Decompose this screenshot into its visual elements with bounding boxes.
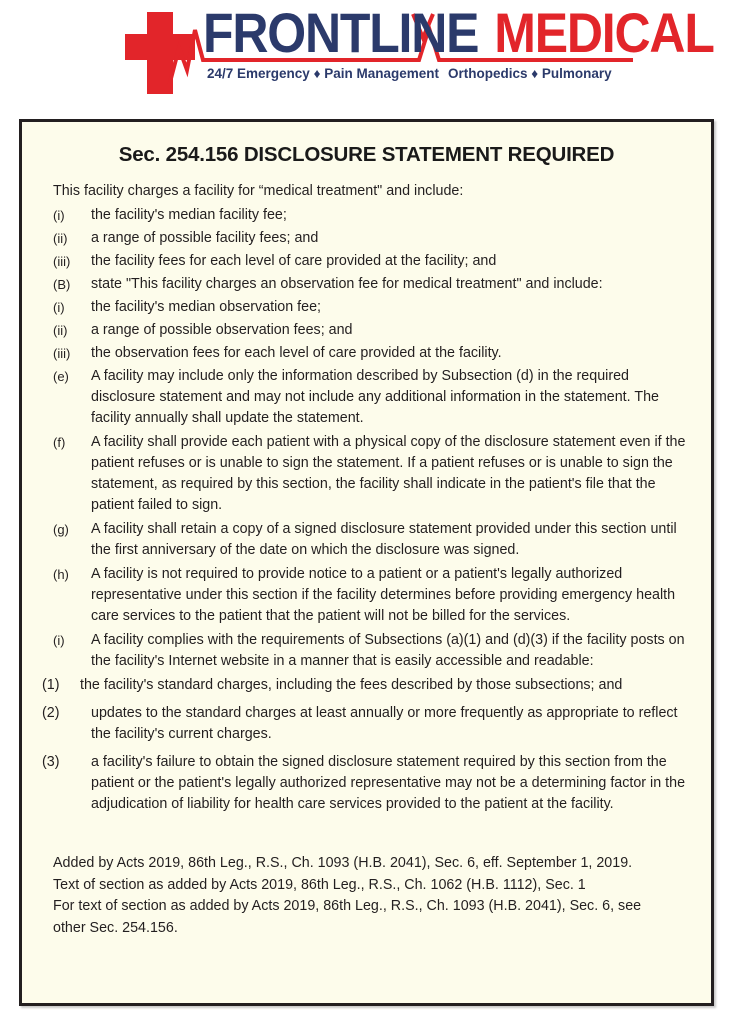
footer-line: For text of section as added by Acts 2019, 86th Leg., R.S., Ch. 1093 (H.B. 2041), Sec. 6, see <box>53 898 642 915</box>
document-footer <box>22 853 711 939</box>
list-marker: (iii) <box>53 346 71 362</box>
list-marker: (f) <box>53 435 66 451</box>
list-marker: (3) <box>42 754 60 771</box>
list-item <box>53 297 691 318</box>
logo-word-medical: MEDICAL <box>494 1 714 65</box>
list-item <box>53 343 691 364</box>
site-header <box>0 0 736 108</box>
list-item <box>53 205 691 226</box>
list-text: the facility's median observation fee; <box>91 299 322 316</box>
list-text: A facility shall provide each patient with a physical copy of the disclosure statement even if the patient refuses or is unable to sign the statement. If a patient refuses or is unable to sign the statement, as required by this section, the facility shall indicate in the patient's file that the patient failed to sign. <box>91 434 686 514</box>
list-text: A facility is not required to provide notice to a patient or a patient's legally authorized representative under this section if the facility determines before providing emergency health care services to the patient that the patient will not be billed for the services. <box>91 566 676 625</box>
logo-tagline-right: Orthopedics ♦ Pulmonary <box>448 66 612 81</box>
logo-word-frontline: FRONTLINE <box>203 1 479 65</box>
frontline-medical-logo <box>113 1 714 96</box>
footer-line: Added by Acts 2019, 86th Leg., R.S., Ch. 1093 (H.B. 2041), Sec. 6, eff. September 1, 2019. <box>53 855 633 872</box>
logo-wordmark <box>203 1 714 65</box>
list-marker: (iii) <box>53 254 71 270</box>
list-item <box>53 320 691 341</box>
list-text: updates to the standard charges at least annually or more frequently as appropriate to reflect the facility's current charges. <box>91 705 678 743</box>
list-marker: (1) <box>42 677 60 694</box>
list-text: a range of possible facility fees; and <box>91 230 319 247</box>
list-item <box>42 752 691 815</box>
list-text: a range of possible observation fees; and <box>91 322 353 339</box>
list-item <box>42 675 691 696</box>
list-text: the observation fees for each level of care provided at the facility. <box>91 345 502 362</box>
list-marker: (e) <box>53 369 69 385</box>
list-text: A facility complies with the requirements of Subsections (a)(1) and (d)(3) if the facility posts on the facility's Internet website in a manner that is easily accessible and readable: <box>91 632 685 670</box>
list-text: a facility's failure to obtain the signed disclosure statement required by this section from the patient or the patient's legally authorized representative may not be a determining factor in the adjudication of liability for health care services provided to the patient at the facility. <box>91 754 686 813</box>
document-title: Sec. 254.156 DISCLOSURE STATEMENT REQUIRED <box>118 143 615 166</box>
list-marker: (2) <box>42 705 60 722</box>
list-item <box>53 564 691 628</box>
list-marker: (g) <box>53 522 69 538</box>
lead-paragraph: This facility charges a facility for “medical treatment" and include: <box>53 183 464 199</box>
logo-tagline-left: 24/7 Emergency ♦ Pain Management <box>207 66 439 81</box>
list-item <box>53 630 691 673</box>
list-item <box>53 366 691 430</box>
list-item <box>53 519 691 562</box>
list-text: state "This facility charges an observation fee for medical treatment" and include: <box>91 276 603 293</box>
footer-line: Text of section as added by Acts 2019, 86th Leg., R.S., Ch. 1062 (H.B. 1112), Sec. 1 <box>53 876 586 893</box>
list-item <box>42 703 691 745</box>
list-marker: (i) <box>53 208 65 224</box>
numbered-list <box>42 675 691 815</box>
list-text: A facility may include only the information described by Subsection (d) in the required disclosure statement and may not include any additional information in the statement. The facility annually shall update the statement. <box>91 368 659 427</box>
list-marker: (ii) <box>53 231 68 247</box>
list-text: the facility's standard charges, including the fees described by those subsections; and <box>80 677 623 694</box>
list-marker: (ii) <box>53 323 68 339</box>
list-marker: (i) <box>53 300 65 316</box>
list-text: the facility fees for each level of care provided at the facility; and <box>91 253 497 270</box>
list-item <box>53 251 691 272</box>
list-text: the facility's median facility fee; <box>91 207 287 224</box>
list-marker: (B) <box>53 277 71 293</box>
document-body <box>22 181 711 815</box>
footer-line: other Sec. 254.156. <box>53 919 178 936</box>
list-marker: (i) <box>53 633 65 649</box>
list-item <box>53 432 691 517</box>
list-item <box>53 274 691 295</box>
list-text: A facility shall retain a copy of a signed disclosure statement provided under this section until the first anniversary of the date on which the disclosure was signed. <box>91 521 677 559</box>
list-marker: (h) <box>53 567 69 583</box>
list-item <box>53 228 691 249</box>
disclosure-document-box <box>19 119 714 1006</box>
